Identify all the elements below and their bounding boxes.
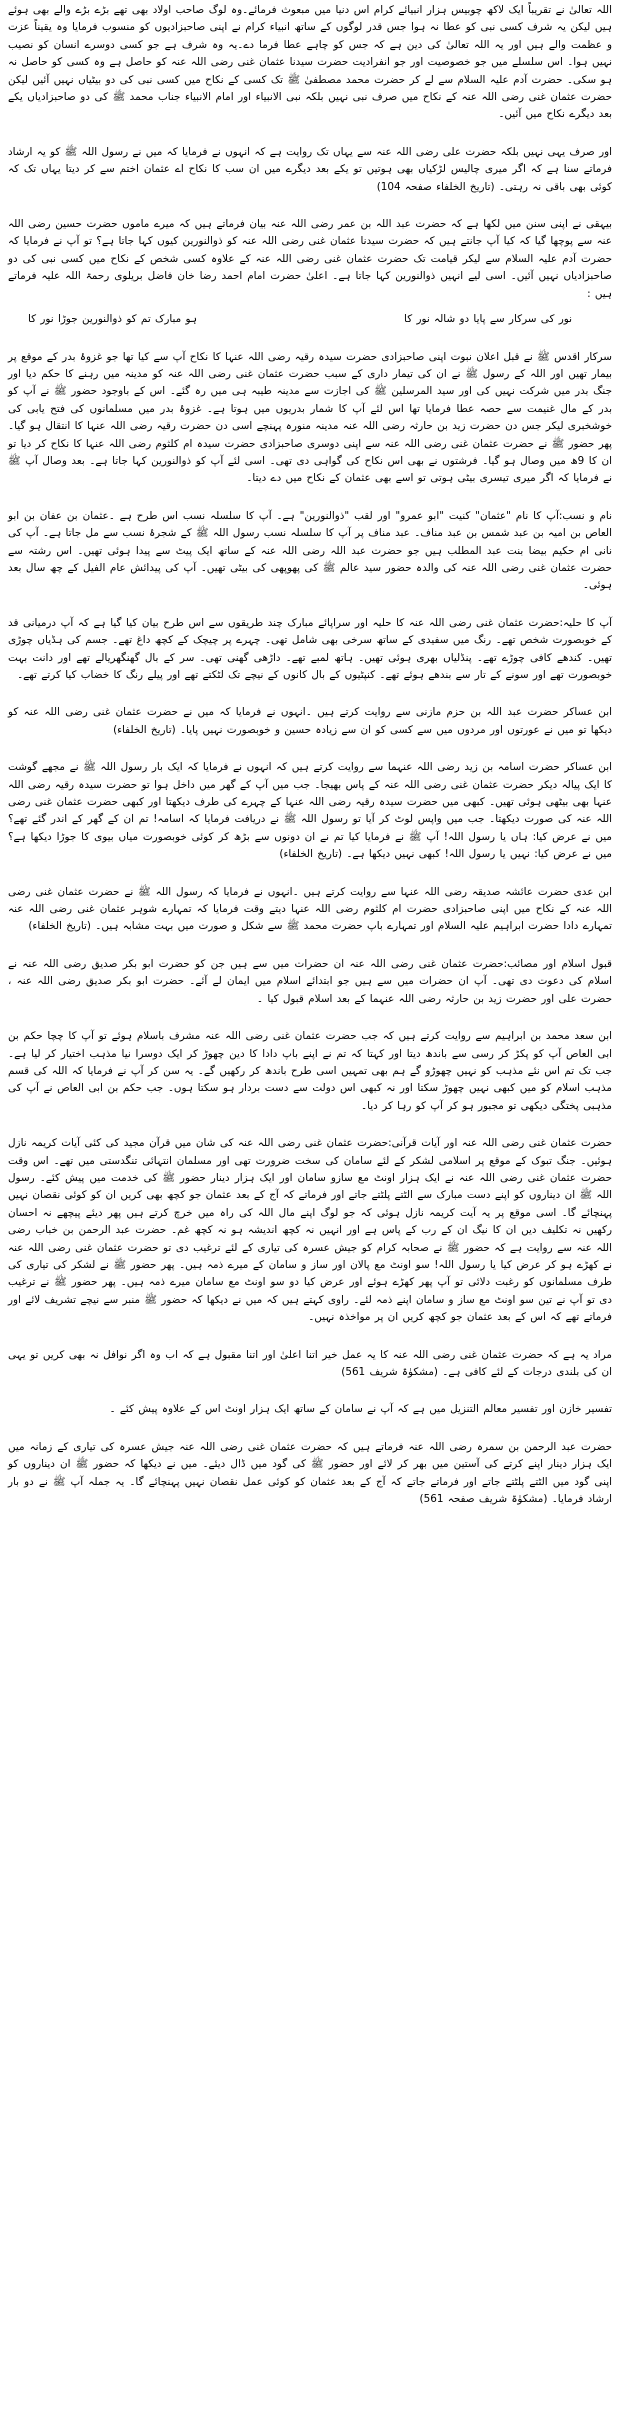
paragraph-meaning: مراد یہ ہے کہ حضرت عثمان غنی رضی اللہ عنہ کا یہ عمل خیر اتنا اعلیٰ اور اتنا مقبول ہے کہ اب وہ اگر نوافل نہ بھی کریں تو یہی ان کی بلندی درجات کے لئے کافی ہے۔ (مشکوٰۃ شریف 561): [8, 1348, 612, 1378]
paragraph-bayhaqi: بیہقی نے اپنی سنن میں لکھا ہے کہ حضرت عبد اللہ بن عمر رضی اللہ عنہ بیان فرماتے ہیں کہ میرے ماموں حضرت حسین رضی اللہ عنہ سے پوچھا گیا کہ کیا آپ جانتے ہیں کہ حضرت سیدنا عثمان غنی رضی اللہ عنہ کو ذوالنورین کیوں کہا جاتا ہے؟ تو آپ نے فرمایا کہ حضرت آدم علیہ السلام سے لیکر قیامت تک حضرت عثمان غنی رضی اللہ عنہ کے علاوہ کسی شخص کے نکاح میں کسی نبی کی دو صاحبزادیاں نہیں آئیں۔ اسی لیے انہیں ذوالنورین کہا جاتا ہے۔ اعلیٰ حضرت امام احمد رضا خان فاضل بریلوی رحمۃ اللہ علیہ فرماتے ہیں :: [8, 218, 612, 300]
paragraph-ibn-saad: ابن سعد محمد بن ابراہیم سے روایت کرتے ہیں کہ جب حضرت عثمان غنی رضی اللہ عنہ مشرف باسلام ہوئے تو آپ کا چچا حکم بن ابی العاص آپ کو پکڑ کر رسی سے باندھ دیتا اور کہتا کہ تم نے اپنے باپ دادا کا دین چھوڑ کر ایک دوسرا نیا مذہب اختیار کر لیا ہے۔ جب تک تم اس نئے مذہب کو نہیں چھوڑو گے ہم بھی تمہیں اسی طرح باندھ کر رکھیں گے۔ یہ سن کر آپ نے فرمایا کہ اللہ کی قسم مذہب اسلام کو میں کبھی نہیں چھوڑ سکتا اور نہ کبھی اس دولت سے دست بردار ہو سکتا ہوں۔ جب حکم بن ابی العاص نے آپ کی مذہبی پختگی دیکھی تو مجبور ہو کر آپ کو رہا کر دیا۔: [8, 1030, 612, 1112]
paragraph-abdur-rahman: حضرت عبد الرحمن بن سمرہ رضی اللہ عنہ فرماتے ہیں کہ حضرت عثمان غنی رضی اللہ عنہ جیش عسرہ کی تیاری کے زمانہ میں ایک ہزار دینار اپنے کرتے کی آستین میں بھر کر لائے اور حضور ﷺ کی گود میں ڈال دیئے۔ میں نے دیکھا کہ حضور ﷺ ان دیناروں کو اپنی گود میں الٹتے پلٹتے جاتے اور فرماتے جاتے کہ آج کے بعد عثمان کو کوئی عمل نقصان نہیں پہنچائے گا۔ یہ جملہ آپ ﷺ نے دو بار ارشاد فرمایا۔ (مشکوٰۃ شریف صفحہ 561): [8, 1440, 612, 1506]
paragraph-quranic-verses: حضرت عثمان غنی رضی اللہ عنہ اور آیات قرآنی:حضرت عثمان غنی رضی اللہ عنہ کی شان میں قرآن مجید کی کئی آیات کریمہ نازل ہوئیں۔ جنگ تبوک کے موقع پر اسلامی لشکر کے لئے سامان کی سخت ضرورت تھی اور مسلمان انتہائی تنگدستی میں تھے۔ اس وقت حضرت عثمان غنی رضی اللہ عنہ نے ایک ہزار اونٹ مع سازو سامان اور ایک ہزار دینار حضور ﷺ کی خدمت میں پیش کئے۔ رسول اللہ ﷺ ان دیناروں کو اپنے دست مبارک سے الٹتے پلٹتے جاتے اور فرماتے کہ آج کے بعد عثمان جو کچھ بھی کریں ان کو کوئی نقصان نہیں پہنچائے گا۔ اسی موقع پر یہ آیت کریمہ نازل ہوئی کہ جو لوگ اپنے مال اللہ کی راہ میں خرچ کرتے ہیں پھر دیئے پیچھے نہ احسان رکھیں نہ تکلیف دیں ان کا نیگ ان کے رب کے پاس ہے اور انہیں نہ کچھ اندیشہ ہو نہ کچھ غم۔ حضرت عبد الرحمن بن خباب رضی اللہ عنہ سے روایت ہے کہ حضور ﷺ نے صحابہ کرام کو جیش عسرہ کی تیاری کے لئے ترغیب دی تو حضرت عثمان غنی رضی اللہ عنہ نے کھڑے ہو کر عرض کیا یا رسول اللہ! سو اونٹ مع پالان اور ساز و سامان کے میرے ذمہ ہیں۔ پھر حضور ﷺ نے لشکر کی تیاری کی طرف مسلمانوں کو رغبت دلائی تو آپ پھر کھڑے ہوئے اور عرض کیا دو سو اونٹ مع سامان میرے ذمہ ہیں۔ پھر حضور ﷺ نے ترغیب دی تو آپ نے تین سو اونٹ مع ساز و سامان اپنے ذمہ لئے۔ راوی کہتے ہیں کہ میں نے دیکھا کہ حضور ﷺ منبر سے نیچے تشریف لائے اور فرماتے تھے کہ اس کے بعد عثمان جو کچھ کریں ان پر مواخذہ نہیں۔: [8, 1137, 612, 1324]
couplet-second-line: ہو مبارک تم کو ذوالنورین جوڑا نور کا: [28, 313, 197, 326]
paragraph-ibn-adi: ابن عدی حضرت عائشہ صدیقہ رضی اللہ عنہا سے روایت کرتے ہیں ۔انہوں نے فرمایا کہ رسول اللہ ﷺ نے حضرت عثمان غنی رضی اللہ عنہ کے نکاح میں اپنی صاحبزادی حضرت ام کلثوم رضی اللہ عنہا دیتے وقت فرمایا کہ تمہارے شوہر عثمان غنی رضی اللہ عنہ تمہارے دادا حضرت ابراہیم علیہ السلام اور تمہارے باپ حضرت محمد ﷺ سے شکل و صورت میں بہت مشابہ ہیں۔ (تاریخ الخلفاء): [8, 885, 612, 933]
paragraph-ali-narration: اور صرف یہی نہیں بلکہ حضرت علی رضی اللہ عنہ سے یہاں تک روایت ہے کہ انہوں نے فرمایا کہ میں نے رسول اللہ ﷺ کو یہ ارشاد فرماتے سنا ہے کہ اگر میری چالیس لڑکیاں بھی ہوتیں تو یکے بعد دیگرے میں ان سب کا نکاح اے عثمان اختم سے کر دیتا یہاں تک کہ کوئی بھی باقی نہ رہتی۔ (تاریخ الخلفاء صفحہ 104): [8, 145, 612, 193]
paragraph-intro: اللہ تعالیٰ نے تقریباً ایک لاکھ چوبیس ہزار انبیائے کرام اس دنیا میں مبعوث فرمائے۔وہ لوگ صاحب اولاد بھی تھے بڑے بڑے والے بھی ہوئے ہیں لیکن یہ شرف کسی نبی کو عطا نہ ہوا جس قدر لوگوں کے ساتھ انبیاء کرام نے اپنی صاحبزادیوں کو منسوب فرمایا وہ یقیناً عزت و عظمت والے ہیں اور یہ اللہ تعالیٰ کی دین ہے کہ جس کو چاہے عطا فرما دے۔یہ وہ شرف ہے جو کسی دوسرے انسان کو نصیب نہیں ہوا۔ اس سلسلے میں جو خصوصیت اور جو انفرادیت حضرت سیدنا عثمان غنی رضی اللہ عنہ کو حاصل ہے وہ کسی کو حاصل نہ ہو سکی۔ حضرت آدم علیہ السلام سے لے کر حضرت محمد مصطفیٰ ﷺ تک کسی کے نکاح میں کسی نبی کی دو بیٹیاں نہیں آئیں لیکن حضرت عثمان غنی رضی اللہ عنہ کے نکاح میں صرف نبی نہیں بلکہ نبی الانبیاء اور امام الانبیاء جناب محمد ﷺ کی دو صاحبزادیاں یکے بعد دیگرے نکاح میں آئیں۔: [8, 4, 612, 121]
paragraph-acceptance-of-islam: قبول اسلام اور مصائب:حضرت عثمان غنی رضی اللہ عنہ ان حضرات میں سے ہیں جن کو حضرت ابو بکر صدیق رضی اللہ عنہ نے اسلام کی دعوت دی تھی۔ آپ ان حضرات میں سے ہیں جو ابتدائے اسلام میں ایمان لے آئے۔ حضرت ابو بکر صدیق رضی اللہ عنہ ، حضرت علی اور حضرت زید بن حارثہ رضی اللہ عنہما کے بعد اسلام قبول کیا ۔: [8, 957, 612, 1005]
paragraph-lineage: نام و نسب:آپ کا نام "عثمان" کنیت "ابو عمرو" اور لقب "ذوالنورین" ہے۔ آپ کا سلسلہ نسب اس طرح ہے ۔عثمان بن عفان بن ابو العاص بن امیہ بن عبد شمس بن عبد مناف۔ عبد مناف پر آپ کا سلسلہ نسب رسول اللہ ﷺ کے شجرۂ نسب سے مل جاتا ہے۔ آپ کی نانی ام حکیم بیضا بنت عبد المطلب ہیں جو حضرت عبد اللہ رضی اللہ عنہ کے ساتھ ایک پیٹ سے پیدا ہوئی تھیں۔ اس رشتہ سے حضرت عثمان غنی رضی اللہ عنہ کی والدہ حضور سید عالم ﷺ کی پھوپھی کی بیٹی تھیں۔ آپ کی پیدائش عام الفیل کے چھ سال بعد ہوئی۔: [8, 509, 612, 592]
paragraph-tafsir: تفسیر خازن اور تفسیر معالم التنزیل میں ہے کہ آپ نے سامان کے ساتھ ایک ہزار اونٹ اس کے علاوہ پیش کئے ۔: [109, 1403, 612, 1416]
paragraph-marriages: سرکار اقدس ﷺ نے قبل اعلان نبوت اپنی صاحبزادی حضرت سیدہ رقیہ رضی اللہ عنہا کا نکاح آپ سے کیا تھا جو غزوۂ بدر کے موقع پر بیمار تھیں اور اللہ کے رسول ﷺ نے ان کی تیمار داری کے سبب حضرت عثمان غنی رضی اللہ عنہ کو مدینہ میں رہنے کا حکم دیا اور جنگ بدر میں شرکت نہیں کی اور سید المرسلین ﷺ کی اجازت سے مدینہ طیبہ ہی میں رہ گئے۔ اس کے باوجود حضور ﷺ نے آپ کو بدر کے مال غنیمت سے حصہ عطا فرمایا تھا اس لئے آپ کا شمار بدریوں میں ہوتا ہے۔ غزوۂ بدر میں مسلمانوں کی فتح یابی کی خوشخبری لیکر جس دن حضرت زید بن حارثہ رضی اللہ عنہ مدینہ منورہ پہنچے اسی دن حضرت رقیہ رضی اللہ عنہا کا انتقال ہو گیا۔ پھر حضور ﷺ نے حضرت عثمان غنی رضی اللہ عنہ سے اپنی دوسری صاحبزادی حضرت سیدہ ام کلثوم رضی اللہ عنہا کا نکاح کر دیا تو ان کا 9ھ میں وصال ہو گیا۔ فرشتوں نے بھی اس نکاح کی گواہی دی تھی۔ اسی لئے آپ کو ذوالنورین کہا جاتا ہے۔ بعد وصال آپ ﷺ نے فرمایا کہ اگر میری تیسری بیٹی ہوتی تو اسے بھی عثمان کے نکاح میں دے دیتا۔: [8, 350, 612, 485]
paragraph-ibn-asakir-2: ابن عساکر حضرت اسامہ بن زید رضی اللہ عنہما سے روایت کرتے ہیں کہ انہوں نے فرمایا کہ ایک بار رسول اللہ ﷺ نے مجھے گوشت کا ایک پیالہ دیکر حضرت عثمان غنی رضی اللہ عنہ کے پاس بھیجا۔ جب میں آپ کے گھر میں داخل ہوا تو حضرت سیدہ رقیہ رضی اللہ عنہا بھی بیٹھی ہوئی تھیں۔ کبھی میں حضرت سیدہ رقیہ رضی اللہ عنہا کے چہرے کی طرف دیکھتا اور کبھی حضرت عثمان غنی رضی اللہ عنہ کی صورت دیکھتا۔ جب میں واپس لوٹ کر آیا تو رسول اللہ ﷺ نے دریافت فرمایا کہ اسامہ! تم ان کے گھر کے اندر گئے تھے؟ میں نے عرض کیا: ہاں یا رسول اللہ! آپ ﷺ نے فرمایا کیا تم نے ان دونوں سے بڑھ کر کوئی خوبصورت میاں بیوی کا جوڑا دیکھا ہے؟ میں نے عرض کیا: نہیں یا رسول اللہ! کبھی نہیں دیکھا ہے۔ (تاریخ الخلفاء): [8, 761, 612, 861]
poetry-couplet: [8, 311, 612, 328]
paragraph-appearance: آپ کا حلیہ:حضرت عثمان غنی رضی اللہ عنہ کا حلیہ اور سراپائے مبارک چند طریقوں سے اس طرح بیان کیا گیا ہے کہ آپ درمیانی قد کے خوبصورت شخص تھے۔ رنگ میں سفیدی کے ساتھ سرخی بھی شامل تھی۔ چہرے پر چیچک کے کچھ داغ تھے۔ جسم کی ہڈیاں چوڑی تھیں۔ کندھے کافی چوڑے تھے۔ پنڈلیاں بھری ہوئی تھیں۔ ہاتھ لمبے تھے۔ داڑھی گھنی تھی۔ سر کے بال گھنگھریالے تھے اور دانت بہت خوبصورت تھے اور سونے کے تار سے بندھے ہوئے تھے۔ کنپٹیوں کے بال کانوں کے نیچے تک لٹکتے تھے اور پیلے رنگ کا خضاب کیا کرتے تھے۔: [8, 616, 612, 681]
couplet-first-line: نور کی سرکار سے پایا دو شالہ نور کا: [404, 313, 572, 326]
paragraph-ibn-asakir-1: ابن عساکر حضرت عبد اللہ بن حزم مازنی سے روایت کرتے ہیں ۔انہوں نے فرمایا کہ میں نے حضرت عثمان غنی رضی اللہ عنہ کو دیکھا تو میں نے عورتوں اور مردوں میں سے کسی کو ان سے زیادہ حسین و خوبصورت نہیں پایا۔ (تاریخ الخلفاء): [8, 706, 612, 736]
